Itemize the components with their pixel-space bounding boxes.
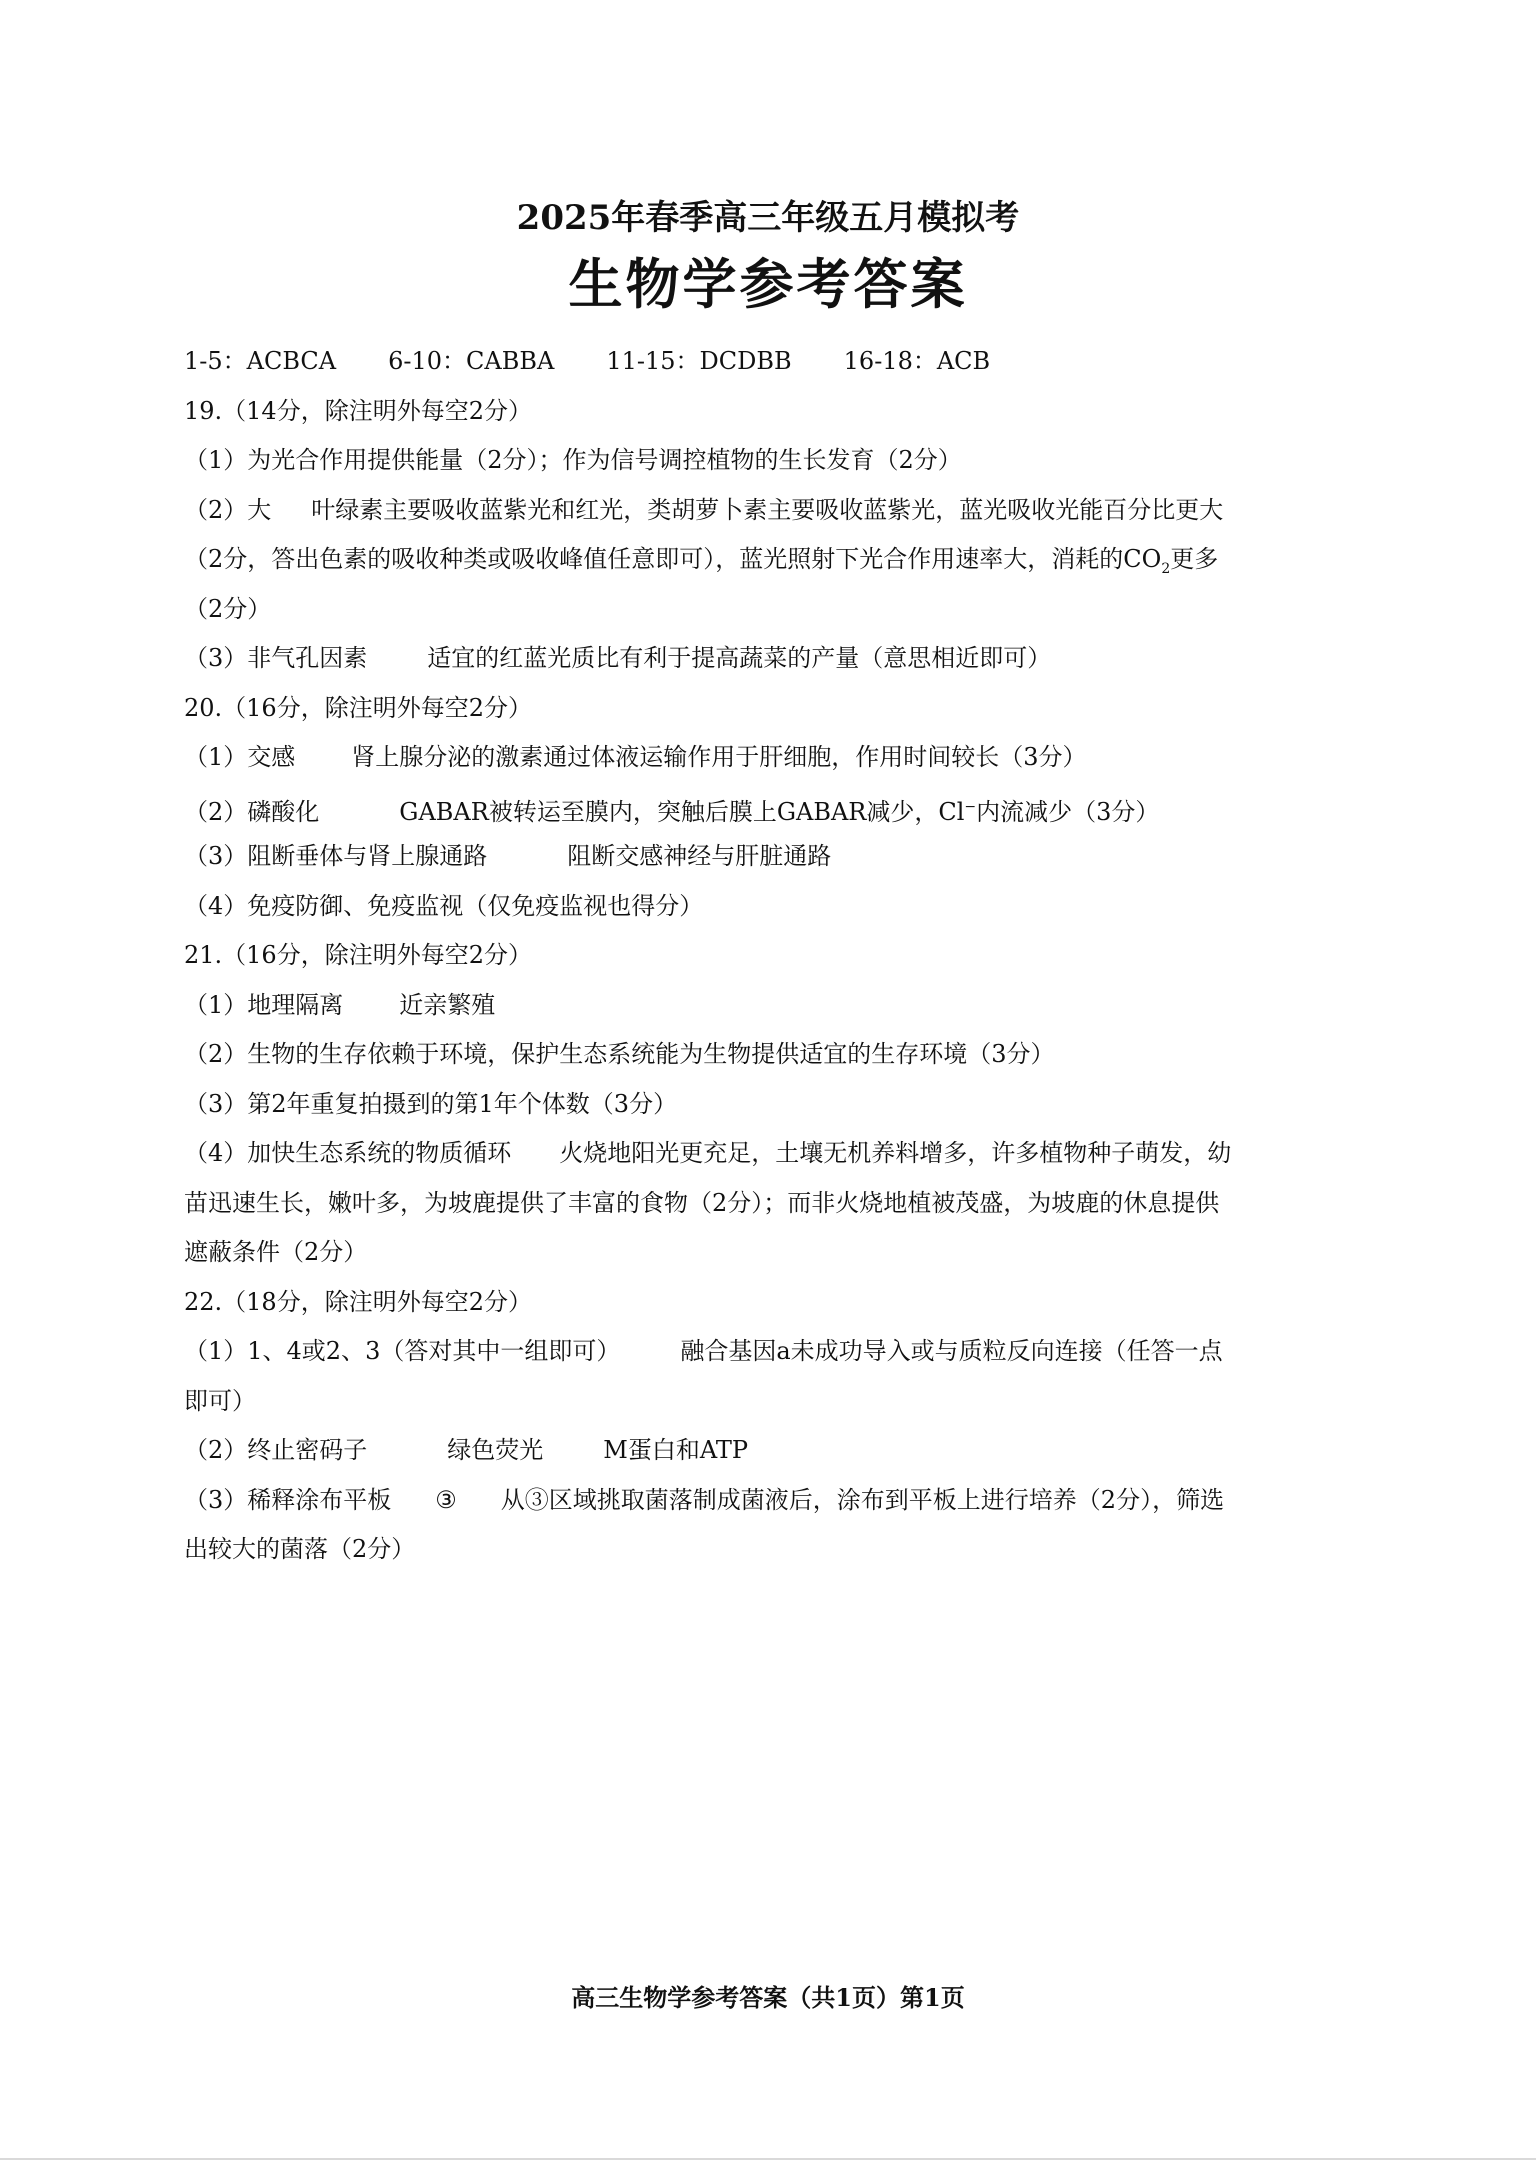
q20-part4: （4）免疫防御、免疫监视（仅免疫监视也得分）	[184, 891, 704, 920]
subject-title: 生物学参考答案	[568, 252, 968, 316]
q21-part4-line2: 苗迅速生长，嫩叶多，为坡鹿提供了丰富的食物（2分）；而非火烧地植被茂盛，为坡鹿的休息提供	[184, 1188, 1220, 1217]
exam-title: 2025年春季高三年级五月模拟考	[516, 198, 1020, 238]
q20-part2: （2）磷酸化 GABAR被转运至膜内，突触后膜上GABAR减少，Cl−内流减少（3分）	[184, 797, 1160, 826]
q22-heading: 22.（18分，除注明外每空2分）	[184, 1287, 532, 1316]
mc-group-1: 1-5：ACBCA	[184, 347, 337, 375]
q21-part2: （2）生物的生存依赖于环境，保护生态系统能为生物提供适宜的生存环境（3分）	[184, 1040, 1055, 1068]
q22-part3-line1: （3）稀释涂布平板 ③ 从③区域挑取菌落制成菌液后，涂布到平板上进行培养（2分），筛选	[184, 1485, 1225, 1514]
q19-part2-line2: （2分，答出色素的吸收种类或吸收峰值任意即可），蓝光照射下光合作用速率大，消耗的$CO_2$更多	[184, 545, 1219, 577]
q19-part2-line1	[184, 486, 1356, 536]
q21-part4-line1: （4）加快生态系统的物质循环 火烧地阳光更充足，土壤无机养料增多，许多植物种子萌发，幼	[184, 1139, 1232, 1167]
q21-part3: （3）第2年重复拍摄到的第1年个体数（3分）	[184, 1089, 678, 1118]
q22-part2: （2）终止密码子 绿色荧光 M蛋白和ATP	[184, 1436, 749, 1464]
multiple-choice-answers	[184, 337, 1356, 387]
q19-part2-answer: （2）大	[184, 495, 272, 524]
scan-edge-divider	[0, 2158, 1536, 2160]
answer-body	[184, 337, 1356, 1575]
q20-part3: （3）阻断垂体与肾上腺通路 阻断交感神经与肝脏通路	[184, 842, 832, 870]
q21-part4-line3: 遮蔽条件（2分）	[184, 1238, 368, 1266]
q21-part1: （1）地理隔离 近亲繁殖	[184, 990, 496, 1019]
co2-formula: $CO_2$	[1123, 545, 1171, 577]
mc-group-2: 6-10：CABBA	[388, 347, 555, 375]
q20-part1: （1）交感 肾上腺分泌的激素通过体液运输作用于肝细胞，作用时间较长（3分）	[184, 743, 1087, 771]
q19-part2-line3: （2分）	[184, 594, 272, 623]
q19-part1: （1）为光合作用提供能量（2分）；作为信号调控植物的生长发育（2分）	[184, 446, 962, 474]
mc-group-4: 16-18：ACB	[843, 347, 991, 375]
q19-part2-reason: 叶绿素主要吸收蓝紫光和红光，类胡萝卜素主要吸收蓝紫光，蓝光吸收光能百分比更大	[311, 495, 1224, 524]
q21-heading: 21.（16分，除注明外每空2分）	[184, 941, 532, 969]
mc-group-3: 11-15：DCDBB	[606, 347, 792, 375]
q20-heading: 20.（16分，除注明外每空2分）	[184, 693, 532, 722]
q22-part1-line2: 即可）	[184, 1386, 256, 1415]
page-footer: 高三生物学参考答案（共1页）第1页	[571, 1983, 965, 2012]
superscript-minus: −	[964, 798, 977, 815]
q19-heading: 19.（14分，除注明外每空2分）	[184, 396, 532, 425]
q19-part3: （3）非气孔因素 适宜的红蓝光质比有利于提高蔬菜的产量（意思相近即可）	[184, 644, 1052, 672]
q22-part1-line1: （1）1、4或2、3（答对其中一组即可） 融合基因a未成功导入或与质粒反向连接（任答一点	[184, 1337, 1223, 1365]
q22-part3-line2: 出较大的菌落（2分）	[184, 1535, 416, 1563]
